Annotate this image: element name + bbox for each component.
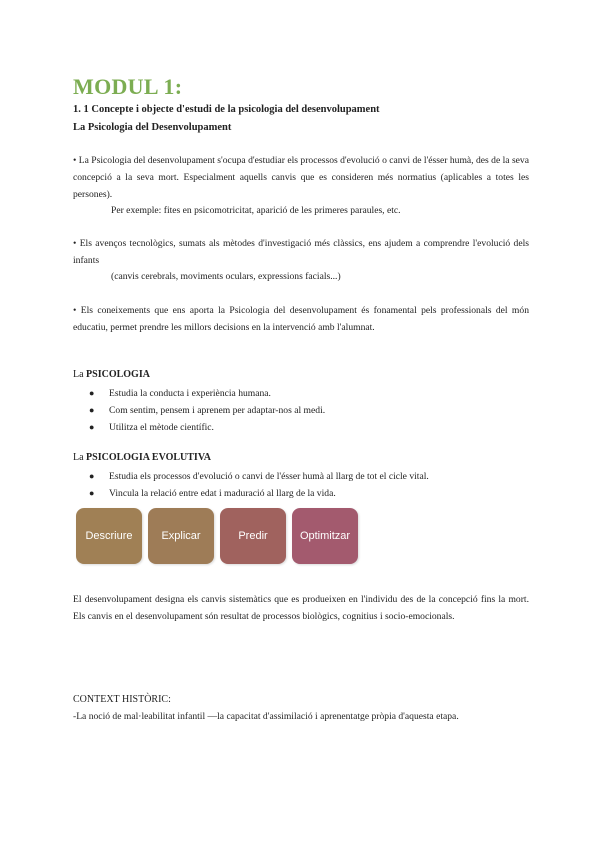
list-item <box>73 402 325 419</box>
context-heading: CONTEXT HISTÒRIC: <box>73 694 171 705</box>
section-subtitle: 1. 1 Concepte i objecte d'estudi de la psicologia del desenvolupament <box>73 104 380 115</box>
bullet-icon: ● <box>89 488 95 498</box>
list-item-text: Vincula la relació entre edat i maduració al llarg de la vida. <box>109 488 336 499</box>
step-label: Descriure <box>85 530 133 542</box>
list-item-text: Com sentim, pensem i aprenem per adaptar-nos al medi. <box>109 405 326 416</box>
context-text: -La noció de mal·leabilitat infantil —la capacitat d'assimilació i aprenentatge pròpia d'aquesta etapa. <box>73 711 459 722</box>
list-item-text: Estudia els processos d'evolució o canvi de l'ésser humà al llarg de tot el cicle vital. <box>109 471 429 482</box>
step-describe <box>76 508 142 564</box>
step-label: Predir <box>238 530 268 542</box>
list-item <box>73 385 325 402</box>
psicologia-heading <box>73 369 150 380</box>
process-steps-diagram <box>76 508 366 568</box>
section-subheading: La Psicologia del Desenvolupament <box>73 122 232 133</box>
list-item <box>73 419 325 436</box>
paragraph-development: El desenvolupament designa els canvis sistemàtics que es produeixen en l'individu des de la concepció fins la mort. Els canvis en el desenvolupament són resultat de processos biològics, cognitius i socio-emocionals. <box>73 594 529 622</box>
page-title: MODUL 1: <box>73 74 183 99</box>
evolutiva-heading <box>73 452 211 463</box>
step-label: Optimitzar <box>299 530 351 542</box>
step-explain <box>148 508 214 564</box>
psicologia-list <box>73 385 325 436</box>
heading-bold: PSICOLOGIA EVOLUTIVA <box>86 452 211 463</box>
step-optimize <box>292 508 358 564</box>
heading-prefix: La <box>73 452 87 463</box>
bullet-icon: ● <box>89 405 95 415</box>
evolutiva-list <box>73 468 429 502</box>
paragraph-definition: • La Psicologia del desenvolupament s'ocupa d'estudiar els processos d'evolució o canvi de l'ésser humà, des de la seva concepció a la seva mort. Especialment aquells canvis que es consideren més normatius (aplicables a totes les persones). <box>73 155 529 200</box>
bullet-icon: ● <box>89 388 95 398</box>
example-line-2: (canvis cerebrals, moviments oculars, expressions facials...) <box>111 271 341 282</box>
step-label: Explicar <box>161 530 201 542</box>
paragraph-knowledge: • Els coneixements que ens aporta la Psicologia del desenvolupament és fonamental pels professionals del món educatiu, permet prendre les millors decisions en la intervenció amb l'alumnat. <box>73 305 529 333</box>
step-predict <box>220 508 286 564</box>
bullet-icon: ● <box>89 471 95 481</box>
heading-bold: PSICOLOGIA <box>86 369 150 380</box>
paragraph-technology: • Els avenços tecnològics, sumats als mètodes d'investigació més clàssics, ens ajudem a comprendre l'evolució dels infants <box>73 238 529 266</box>
list-item-text: Estudia la conducta i experiència humana. <box>109 388 271 399</box>
example-line: Per exemple: fites en psicomotricitat, aparició de les primeres paraules, etc. <box>111 205 401 216</box>
list-item <box>73 485 429 502</box>
list-item <box>73 468 429 485</box>
list-item-text: Utilitza el mètode científic. <box>109 422 214 433</box>
heading-prefix: La <box>73 369 87 380</box>
bullet-icon: ● <box>89 422 95 432</box>
